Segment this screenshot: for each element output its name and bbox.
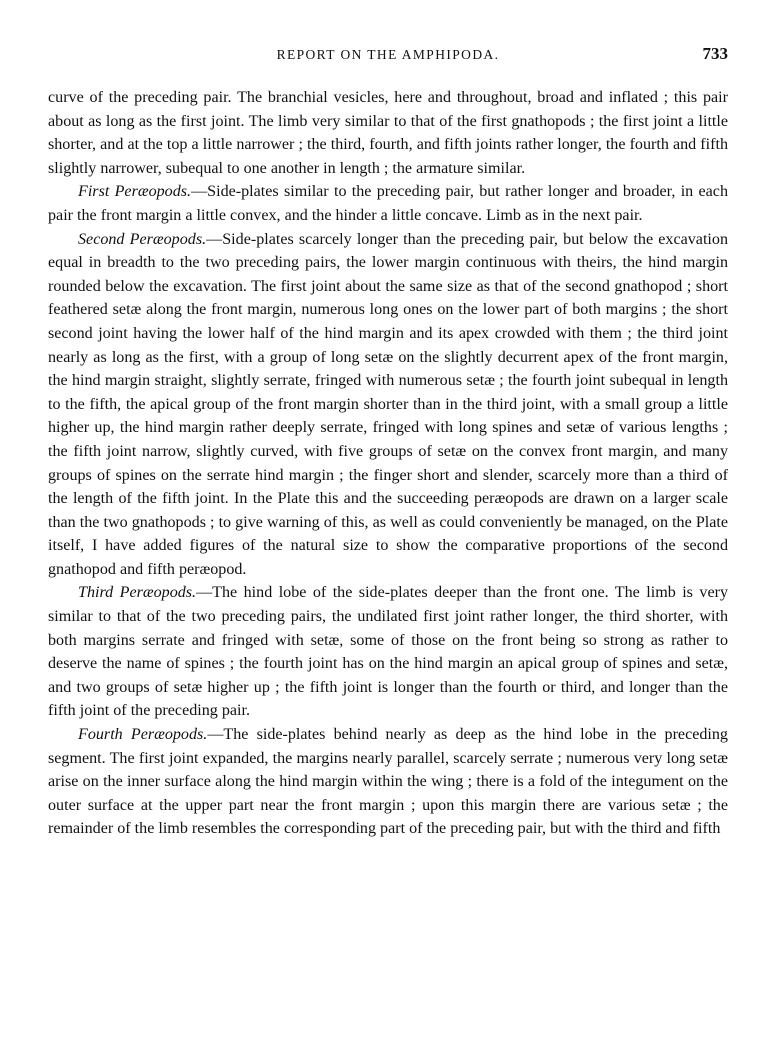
section-heading: Third Peræopods. [78, 584, 197, 602]
paragraph-text: —Side-plates similar to the preceding pair, but rather longer and broader, in each pair the front margin a little convex, and the hinder a little concave. Limb as in the next pair. [48, 183, 728, 224]
paragraph-text: curve of the preceding pair. The branchial vesicles, here and throughout, broad and inflated ; this pair about as long as the first joint. The limb very similar to that of the first gnathopods ; the first joint a little shorter, and at the top a little narrower ; the third, fourth, and fifth joints rather longer, the fourth and fifth slightly narrower, subequal to one another in length ; the armature similar. [48, 89, 728, 177]
paragraph-third-peraeopods [48, 581, 728, 723]
section-heading: Second Peræopods. [78, 230, 207, 248]
section-heading: First Peræopods. [78, 183, 192, 201]
paragraph-first-peraeopods [48, 180, 728, 227]
paragraph-continuation [48, 86, 728, 180]
page-number: 733 [702, 44, 728, 63]
paragraph-text: —The side-plates behind nearly as deep as the hind lobe in the preceding segment. The first joint expanded, the margins nearly parallel, scarcely serrate ; numerous very long setæ arise on the inner surface along the hind margin within the wing ; there is a fold of the integument on the outer surface at the upper part near the front margin ; upon this margin there are various setæ ; the remainder of the limb resembles the corresponding part of the preceding pair, but with the third and fifth [48, 726, 728, 838]
running-title: REPORT ON THE AMPHIPODA. [276, 47, 500, 62]
paragraph-text: —Side-plates scarcely longer than the preceding pair, but below the excavation equal in breadth to the two preceding pairs, the lower margin continuous with theirs, the hind margin rounded below the excavation. The first joint about the same size as that of the second gnathopod ; short feathered setæ along the front margin, numerous long ones on the lower part of both margins ; the short second joint having the lower half of the hind margin and its apex crowded with them ; the third joint nearly as long as the first, with a group of long setæ on the slightly decurrent apex of the front margin, the hind margin straight, slightly serrate, fringed with numerous setæ ; the fourth joint subequal in length to the fifth, the apical group of the front margin shorter than in the third joint, with a small group a little higher up, the hind margin rather deeply serrate, fringed with long spines and setæ of various lengths ; the fifth joint narrow, slightly curved, with five groups of setæ on the convex front margin, and many groups of spines on the serrate hind margin ; the finger short and slender, scarcely more than a third of the length of the fifth joint. In the Plate this and the succeeding peræopods are drawn on a larger scale than the two gnathopods ; to give warning of this, as well as could conveniently be managed, on the Plate itself, I have added figures of the natural size to show the comparative proportions of the second gnathopod and fifth peræopod. [48, 230, 728, 578]
paragraph-second-peraeopods [48, 228, 728, 582]
paragraph-text: —The hind lobe of the side-plates deeper than the front one. The limb is very similar to that of the two preceding pairs, the undilated first joint rather longer, the third shorter, with both margins serrate and fringed with setæ, some of those on the front being so strong as rather to deserve the name of spines ; the fourth joint has on the hind margin an apical group of spines and setæ, and two groups of setæ higher up ; the fifth joint is longer than the fourth or third, and longer than the fifth joint of the preceding pair. [48, 584, 728, 720]
body-text [48, 86, 728, 841]
paragraph-fourth-peraeopods [48, 723, 728, 841]
section-heading: Fourth Peræopods. [78, 726, 208, 744]
running-head [48, 44, 728, 68]
